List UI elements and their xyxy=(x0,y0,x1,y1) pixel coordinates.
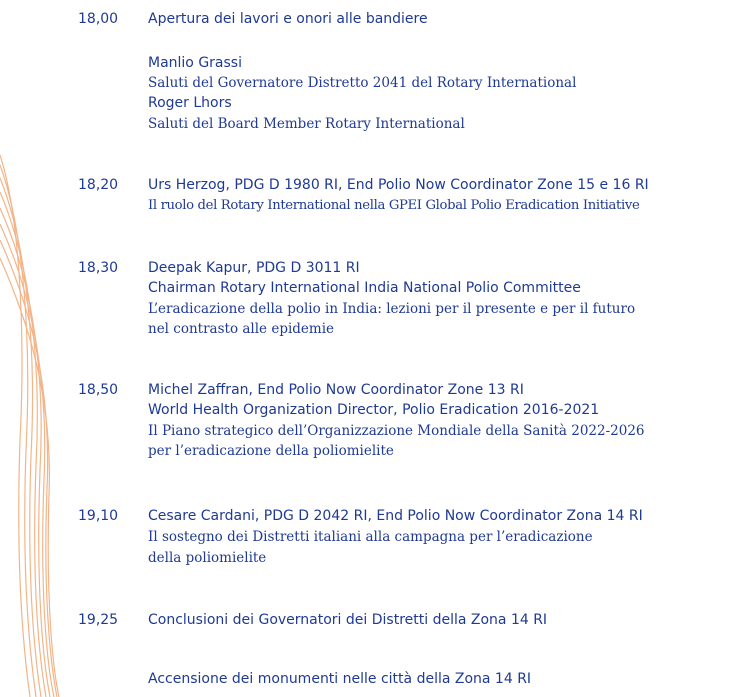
talk-topic: Il sostegno dei Distretti italiani alla campagna per l’eradicazione xyxy=(148,529,593,545)
talk-topic: per l’eradicazione della poliomielite xyxy=(148,443,394,459)
entry-time: 18,00 xyxy=(78,11,119,27)
speaker-name: Manlio Grassi xyxy=(148,55,242,71)
entry-time: 18,20 xyxy=(78,177,119,193)
speaker-role: World Health Organization Director, Polio Eradication 2016-2021 xyxy=(148,402,600,418)
speaker-name: Deepak Kapur, PDG D 3011 RI xyxy=(148,260,360,276)
entry-title: Accensione dei monumenti nelle città della Zona 14 RI xyxy=(148,671,532,687)
speaker-role: Chairman Rotary International India National Polio Committee xyxy=(148,280,581,296)
speaker-name: Cesare Cardani, PDG D 2042 RI, End Polio Now Coordinator Zona 14 RI xyxy=(148,508,643,524)
speaker-role: Saluti del Governatore Distretto 2041 del Rotary International xyxy=(148,75,577,91)
speaker-name: Michel Zaffran, End Polio Now Coordinator Zone 13 RI xyxy=(148,382,524,398)
entry-title: Apertura dei lavori e onori alle bandiere xyxy=(148,11,428,27)
entry-title: Conclusioni dei Governatori dei Distretti della Zona 14 RI xyxy=(148,612,548,628)
talk-topic: nel contrasto alle epidemie xyxy=(148,321,335,337)
entry-time: 18,30 xyxy=(78,260,119,276)
talk-topic: Il Piano strategico dell’Organizzazione Mondiale della Sanità 2022-2026 xyxy=(148,423,645,439)
talk-topic: L’eradicazione della polio in India: lezioni per il presente e per il futuro xyxy=(148,301,636,317)
speaker-role: Saluti del Board Member Rotary International xyxy=(148,116,465,132)
entry-time: 18,50 xyxy=(78,382,119,398)
speaker-name: Roger Lhors xyxy=(148,95,232,111)
entry-time: 19,25 xyxy=(78,612,119,628)
talk-topic: della poliomielite xyxy=(148,550,267,566)
entry-time: 19,10 xyxy=(78,508,119,524)
talk-topic: Il ruolo del Rotary International nella GPEI Global Polio Eradication Initiative xyxy=(148,198,640,213)
speaker-name: Urs Herzog, PDG D 1980 RI, End Polio Now Coordinator Zone 15 e 16 RI xyxy=(148,177,649,193)
